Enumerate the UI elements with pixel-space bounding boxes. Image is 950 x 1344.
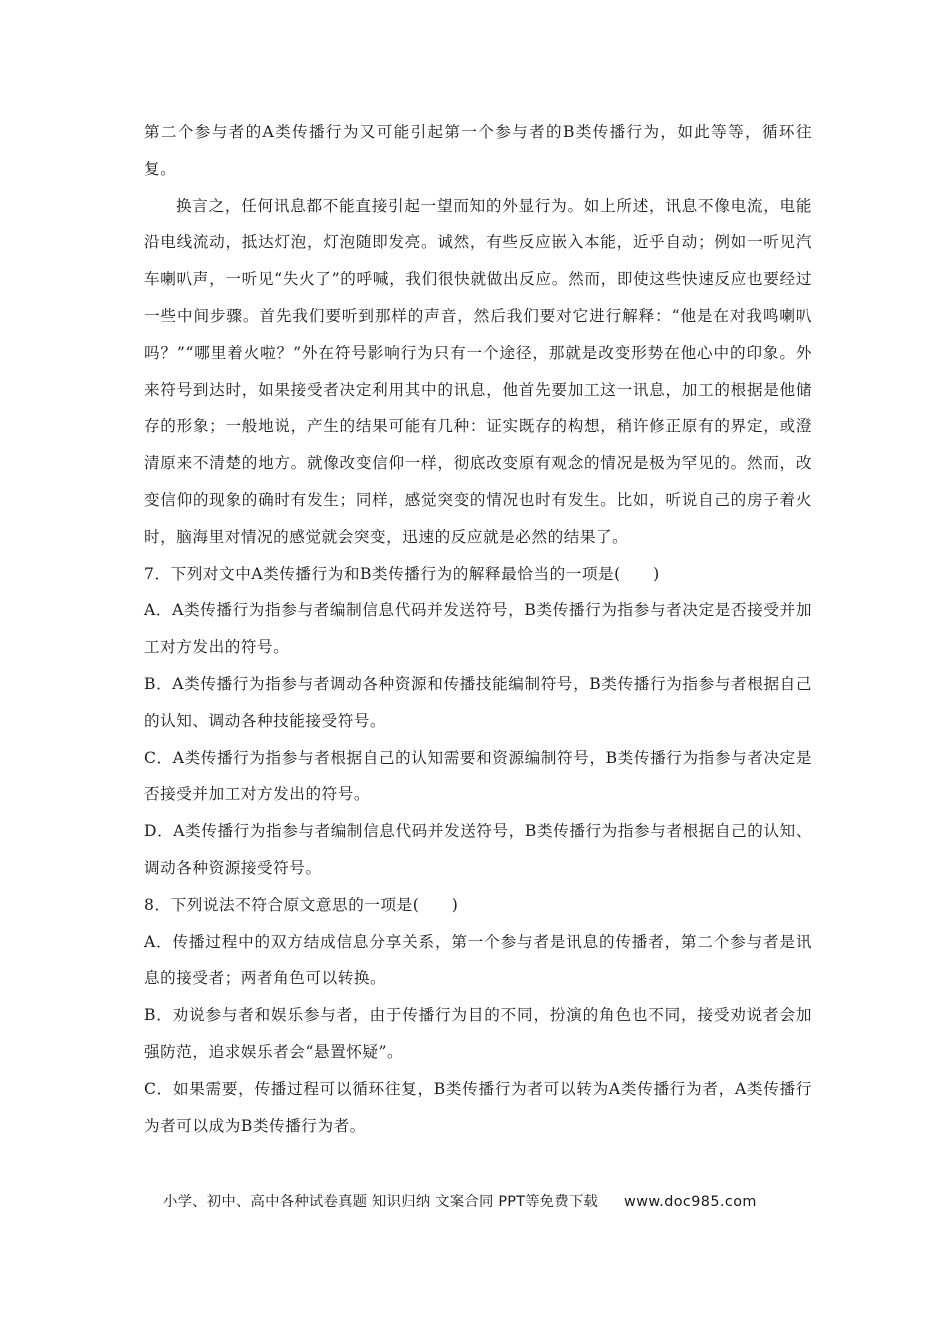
- paragraph-main: 换言之，任何讯息都不能直接引起一望而知的外显行为。如上所述，讯息不像电流，电能沿电线流动，抵达灯泡，灯泡随即发亮。诚然，有些反应嵌入本能，近乎自动；例如一听见汽车喇叭声，一听见“失火了”的呼喊，我们很快就做出反应。然而，即使这些快速反应也要经过一些中间步骤。首先我们要听到那样的声音，然后我们要对它进行解释：“他是在对我鸣喇叭吗？”“哪里着火啦？”外在符号影响行为只有一个途径，那就是改变形势在他心中的印象。外来符号到达时，如果接受者决定利用其中的讯息，他首先要加工这一讯息，加工的根据是他储存的形象；一般地说，产生的结果可能有几种：证实既存的构想，稍许修正原有的界定，或澄清原来不清楚的地方。就像改变信仰一样，彻底改变原有观念的情况是极为罕见的。然而，改变信仰的现象的确时有发生；同样，感觉突变的情况也时有发生。比如，听说自己的房子着火时，脑海里对情况的感觉就会突变，迅速的反应就是必然的结果了。: [144, 196, 812, 546]
- paragraph-continuation: 第二个参与者的A类传播行为又可能引起第一个参与者的B类传播行为，如此等等，循环往复。: [144, 123, 812, 178]
- question-7-option-a: A．A类传播行为指参与者编制信息代码并发送符号，B类传播行为指参与者决定是否接受并加工对方发出的符号。: [144, 601, 812, 657]
- page-footer: [163, 1190, 863, 1211]
- question-8-option-b: B．劝说参与者和娱乐参与者，由于传播行为目的不同，扮演的角色也不同，接受劝说者会加强防范，追求娱乐者会“悬置怀疑”。: [144, 1006, 812, 1061]
- footer-url-link[interactable]: www.doc985.com: [624, 1194, 757, 1210]
- question-7-option-d: D．A类传播行为指参与者编制信息代码并发送符号，B类传播行为指参与者根据自己的认知、调动各种资源接受符号。: [144, 822, 812, 877]
- question-7-option-b: B．A类传播行为指参与者调动各种资源和传播技能编制符号，B类传播行为指参与者根据自己的认知、调动各种技能接受符号。: [144, 674, 812, 730]
- question-8: 8．下列说法不符合原文意思的一项是( ): [144, 895, 459, 914]
- question-8-option-a: A．传播过程中的双方结成信息分享关系，第一个参与者是讯息的传播者，第二个参与者是讯息的接受者；两者角色可以转换。: [144, 932, 812, 988]
- question-8-option-c: C．如果需要，传播过程可以循环往复，B类传播行为者可以转为A类传播行为者，A类传播行为者可以成为B类传播行为者。: [144, 1079, 812, 1135]
- footer-text: 小学、初中、高中各种试卷真题 知识归纳 文案合同 PPT等免费下载: [163, 1194, 599, 1210]
- question-7: 7．下列对文中A类传播行为和B类传播行为的解释最恰当的一项是( ): [144, 564, 660, 583]
- question-7-option-c: C．A类传播行为指参与者根据自己的认知需要和资源编制符号，B类传播行为指参与者决定是否接受并加工对方发出的符号。: [144, 748, 812, 804]
- document-body: [144, 114, 812, 1144]
